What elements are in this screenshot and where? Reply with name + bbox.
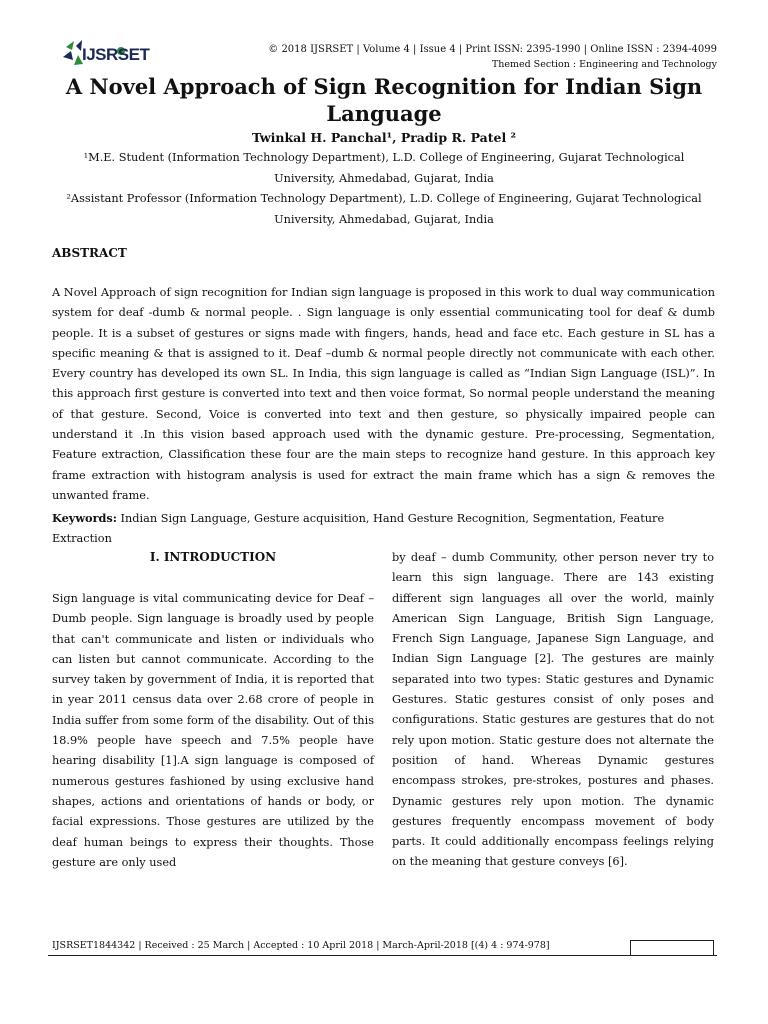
themed-section: Themed Section : Engineering and Technology (491, 59, 717, 70)
journal-issn-line: © 2018 IJSRSET | Volume 4 | Issue 4 | Print ISSN: 2395-1990 | Online ISSN : 2394-4099 (268, 44, 717, 55)
page-number-box (630, 940, 714, 956)
footer-citation: IJSRSET1844342 | Received : 25 March | Accepted : 10 April 2018 | March-April-2018 [(4) 4 : 974-978] (52, 940, 550, 951)
introduction-heading: I. INTRODUCTION (149, 550, 277, 564)
journal-info (268, 42, 717, 72)
footer-divider (48, 955, 717, 956)
affiliation-1: ¹M.E. Student (Information Technology Department), L.D. College of Engineering, Gujarat Technological University, Ahmedabad, Gujarat, India (83, 151, 685, 185)
abstract-body: A Novel Approach of sign recognition for Indian sign language is proposed in this work to dual way communication system for deaf -dumb & normal people. . Sign language is only essential communicating tool for deaf & dumb people. It is a subset of gestures or signs made with fingers, hands, head and face etc. Each gesture in SL has a specific meaning & that is assigned to it. Deaf –dumb & normal people directly not communicate with each other. Every country has developed its own SL. In India, this sign language is called as “Indian Sign Language (ISL)”. In this approach first gesture is converted into text and then voice format, So normal people understand the meaning of that gesture. Second, Voice is converted into text and then gesture, so physically impaired people can understand it .In this vision based approach used with the dynamic gesture. Pre-processing, Segmentation, Feature extraction, Classification these four are the main steps to recognize hand gesture. In this approach key frame extraction with histogram analysis is used for extract the main frame which has a sign & removes the unwanted frame. (52, 286, 715, 502)
affiliation-2: ²Assistant Professor (Information Technology Department), L.D. College of Engineering, Gujarat Technological University, Ahmedabad, Gujarat, India (66, 192, 702, 226)
keywords (52, 508, 715, 550)
introduction-right-column: by deaf – dumb Community, other person never try to learn this sign language. There are 143 existing different sign languages all over the world, mainly American Sign Language, British Sign Language, French Sign Language, Japanese Sign Language, and Indian Sign Language [2]. The gestures are mainly separated into two types: Static gestures and Dynamic Gestures. Static gestures consist of only poses and configurations. Static gestures are gestures that do not rely upon motion. Static gesture does not alternate the position of hand. Whereas Dynamic gestures encompass strokes, pre-strokes, postures and phases. Dynamic gestures rely upon motion. The dynamic gestures frequently encompass movement of body parts. It could additionally encompass feelings relying on the meaning that gesture conveys [6]. (392, 551, 714, 869)
paper-authors: Twinkal H. Panchal¹, Pradip R. Patel ² (251, 130, 517, 145)
introduction-left-column: Sign language is vital communicating device for Deaf –Dumb people. Sign language is broadly used by people that can't communicate and listen or individuals who can listen but cannot communicate. According to the survey taken by government of India, it is reported that in year 2011 census data over 2.68 crore of people in India suffer from some form of the disability. Out of this 18.9% people have speech and 7.5% people have hearing disability [1].A sign language is composed of numerous gestures fashioned by using exclusive hand shapes, actions and orientations of hands or body, or facial expressions. Those gestures are utilized by the deaf human beings to express their thoughts. Those gesture are only used (52, 592, 374, 869)
abstract-heading: ABSTRACT (52, 246, 127, 260)
paper-title: A Novel Approach of Sign Recognition for Indian Sign Language (65, 74, 703, 126)
keywords-text: Indian Sign Language, Gesture acquisition, Hand Gesture Recognition, Segmentation, Feature Extraction (52, 512, 665, 546)
keywords-label: Keywords: (52, 511, 117, 525)
journal-logo-text: IJSRSET (82, 45, 150, 64)
